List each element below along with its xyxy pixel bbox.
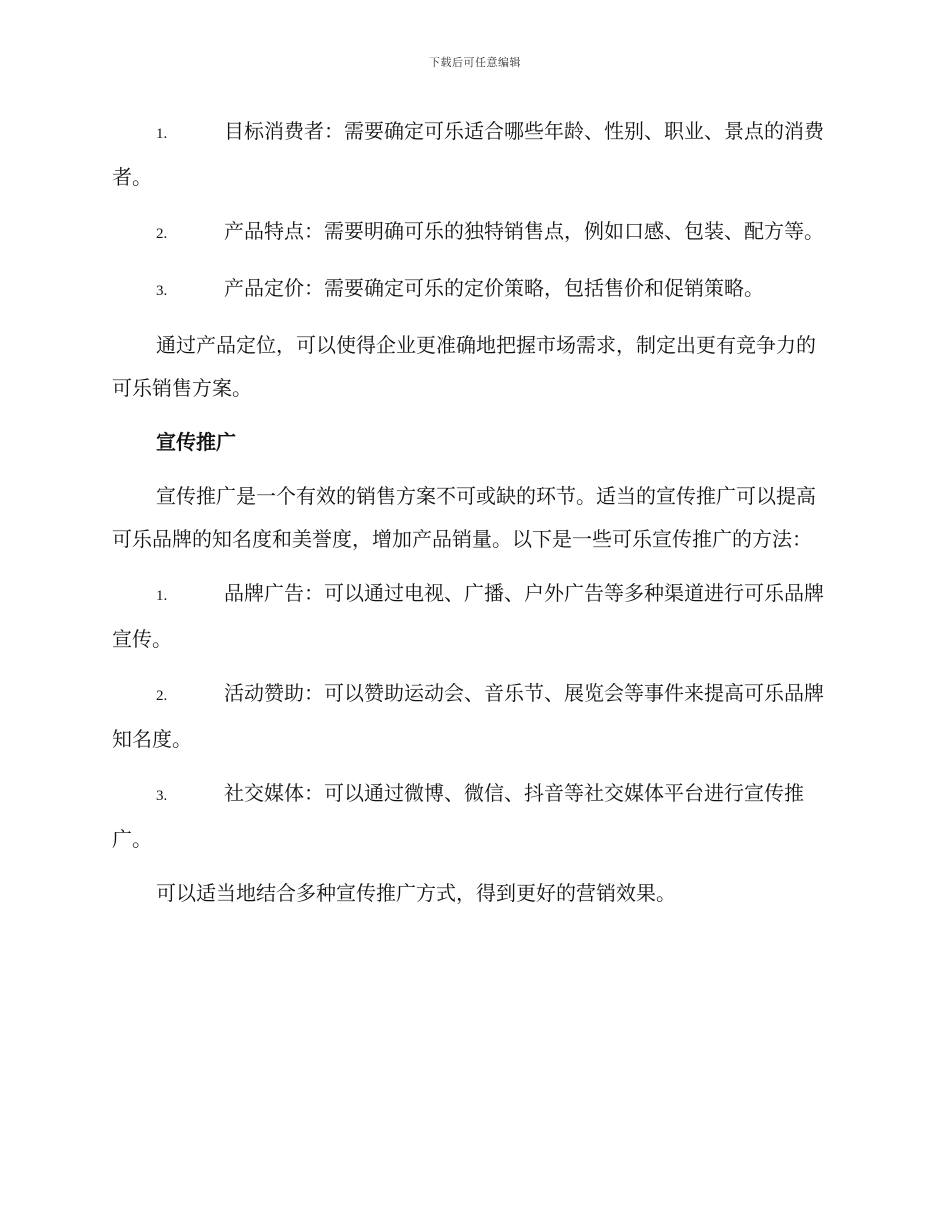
list-number: 1. <box>156 588 168 604</box>
list-number: 2. <box>156 226 168 242</box>
section-heading: 宣传推广 <box>156 430 236 454</box>
document-body <box>112 110 834 926</box>
promotion-conclusion: 可以适当地结合多种宣传推广方式，得到更好的营销效果。 <box>156 881 676 905</box>
list-item <box>112 772 834 861</box>
list-text: 目标消费者：需要确定可乐适合哪些年龄、性别、职业、景点的消费者。 <box>112 119 824 189</box>
list-number: 3. <box>156 283 168 299</box>
list-text: 活动赞助：可以赞助运动会、音乐节、展览会等事件来提高可乐品牌知名度。 <box>112 681 824 751</box>
list-number: 2. <box>156 688 168 704</box>
list-item <box>112 672 834 761</box>
positioning-conclusion: 通过产品定位，可以使得企业更准确地把握市场需求，制定出更有竞争力的可乐销售方案。 <box>112 333 816 400</box>
list-item <box>112 210 834 256</box>
list-text: 产品特点：需要明确可乐的独特销售点，例如口感、包装、配方等。 <box>224 219 824 243</box>
list-text: 品牌广告：可以通过电视、广播、户外广告等多种渠道进行可乐品牌宣传。 <box>112 581 824 651</box>
list-item <box>112 110 834 199</box>
list-item <box>112 267 834 313</box>
list-number: 3. <box>156 788 168 804</box>
list-item <box>112 572 834 661</box>
list-text: 产品定价：需要确定可乐的定价策略，包括售价和促销策略。 <box>224 276 764 300</box>
page-header: 下载后可任意编辑 <box>429 56 521 69</box>
list-number: 1. <box>156 126 168 142</box>
list-text: 社交媒体：可以通过微博、微信、抖音等社交媒体平台进行宣传推广。 <box>112 781 804 851</box>
promotion-intro: 宣传推广是一个有效的销售方案不可或缺的环节。适当的宣传推广可以提高可乐品牌的知名度和美誉度，增加产品销量。以下是一些可乐宣传推广的方法： <box>112 484 816 551</box>
